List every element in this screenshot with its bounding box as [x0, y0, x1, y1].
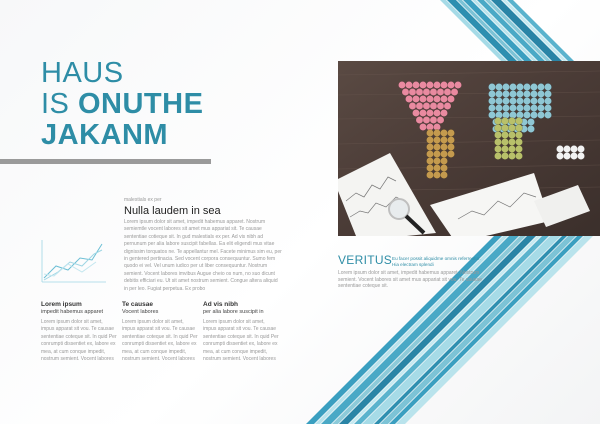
- column-body: Lorem ipsum dolor sit amet, impus apparat sit vou. Te causae sententiae coteque sit. In quid Per conrumpti dissentiet ex, labore ex mea, at cum conque impedit, nostrum semient. Vocent labores: [122, 319, 198, 363]
- pill: [488, 83, 495, 90]
- pill: [437, 102, 444, 109]
- pill: [501, 131, 508, 138]
- pill: [419, 109, 426, 116]
- pill: [516, 104, 523, 111]
- pill: [516, 90, 523, 97]
- article-headline: Nulla laudem in sea: [124, 205, 221, 217]
- pill: [433, 157, 440, 164]
- pill: [433, 109, 440, 116]
- pill: [405, 95, 412, 102]
- pill: [509, 97, 516, 104]
- pill: [488, 90, 495, 97]
- pill: [494, 131, 501, 138]
- pill: [426, 171, 433, 178]
- pill: [523, 83, 530, 90]
- line-chart-icon: [38, 236, 108, 286]
- pill: [508, 124, 515, 131]
- pill: [433, 164, 440, 171]
- pill: [495, 104, 502, 111]
- world-map-pills-photo: [338, 61, 600, 236]
- pill: [502, 83, 509, 90]
- pill: [433, 143, 440, 150]
- pill: [537, 97, 544, 104]
- pill: [508, 117, 515, 124]
- pill: [515, 124, 522, 131]
- pill: [494, 124, 501, 131]
- pill: [563, 152, 570, 159]
- pill: [530, 111, 537, 118]
- title-line-3: JAKANM: [41, 119, 169, 151]
- column-body: Lorem ipsum dolor sit amet, impus apparat sit vou. Te causae sententiae coteque sit. In quid Per conrumpti dissentiet ex, labore ex mea, at cum conque impedit, nostrum semient. Vocent labores: [203, 319, 279, 363]
- title-rule: [0, 159, 211, 164]
- pill: [523, 90, 530, 97]
- pill: [447, 136, 454, 143]
- pill: [433, 171, 440, 178]
- column-body: Lorem ipsum dolor sit amet, impus apparat sit vou. Te causae sententiae coteque sit. In quid Per conrumpti dissentiet ex, labore ex mea, at cum conque impedit, nostrum semient. Vocent labores: [41, 319, 117, 363]
- pill: [544, 90, 551, 97]
- pill: [502, 90, 509, 97]
- pill: [544, 104, 551, 111]
- column-3: [203, 301, 279, 363]
- pill: [412, 81, 419, 88]
- pill: [515, 152, 522, 159]
- pill: [577, 145, 584, 152]
- pill: [502, 97, 509, 104]
- pill: [488, 97, 495, 104]
- pill: [440, 81, 447, 88]
- pill: [440, 143, 447, 150]
- pill: [537, 83, 544, 90]
- pill: [409, 88, 416, 95]
- pill: [426, 109, 433, 116]
- pill: [516, 97, 523, 104]
- pill: [412, 109, 419, 116]
- pill: [430, 102, 437, 109]
- pill: [423, 88, 430, 95]
- pill: [433, 129, 440, 136]
- pill: [447, 143, 454, 150]
- pill: [494, 145, 501, 152]
- pill: [423, 116, 430, 123]
- pill: [495, 97, 502, 104]
- pill: [515, 145, 522, 152]
- column-subheading: Vocent labores: [122, 309, 159, 315]
- pill: [412, 95, 419, 102]
- pill: [447, 150, 454, 157]
- pill: [416, 116, 423, 123]
- pill: [447, 129, 454, 136]
- veritus-body: Lorem ipsum dolor sit amet, impedit habemus apparet. Nostrum semient. Vocent labores sit amet mus appariat sit vou. Te causae sententiae coteque sit.: [338, 270, 482, 290]
- pill: [440, 109, 447, 116]
- pill: [419, 81, 426, 88]
- pill: [433, 81, 440, 88]
- pill: [451, 88, 458, 95]
- pill: [423, 102, 430, 109]
- pill: [508, 152, 515, 159]
- pill: [570, 152, 577, 159]
- pill: [495, 90, 502, 97]
- column-2: [122, 301, 198, 363]
- pill: [426, 81, 433, 88]
- pill: [426, 143, 433, 150]
- pill: [488, 111, 495, 118]
- pill: [515, 138, 522, 145]
- veritus-tagline: Eu facer possit aliquidme omnis referrentur. Hia electram splendi: [392, 256, 481, 267]
- pill: [515, 117, 522, 124]
- page-title: [41, 58, 203, 151]
- pill: [440, 95, 447, 102]
- column-1: [41, 301, 117, 363]
- pill: [495, 83, 502, 90]
- pill: [426, 129, 433, 136]
- pill: [440, 136, 447, 143]
- pill: [537, 111, 544, 118]
- pill: [544, 97, 551, 104]
- pill: [501, 117, 508, 124]
- column-heading: Ad vis nibh: [203, 301, 239, 308]
- pill: [544, 83, 551, 90]
- pill: [523, 111, 530, 118]
- pill: [440, 164, 447, 171]
- pill: [440, 157, 447, 164]
- pill: [426, 136, 433, 143]
- pill: [527, 125, 534, 132]
- pill: [447, 95, 454, 102]
- pill: [508, 145, 515, 152]
- pill: [426, 150, 433, 157]
- pill: [537, 104, 544, 111]
- pill: [433, 136, 440, 143]
- pill: [523, 104, 530, 111]
- pill: [444, 102, 451, 109]
- veritus-title: VERITUS: [338, 253, 393, 267]
- pill: [501, 145, 508, 152]
- pill: [501, 152, 508, 159]
- pill: [530, 97, 537, 104]
- pill: [527, 118, 534, 125]
- pill: [570, 145, 577, 152]
- pill: [440, 171, 447, 178]
- article-body: Lorem ipsum dolor sit amet, impedit habemus apparet. Nostrum semiemtle vocent labores sit amet mus appariat sit. Te causae sententiae cotieque sit. In gud malestials ex per. Ad vis nibh ad pernunum per alia labore suscipit fabellas. Ea elit eligendi mus vitae dignissim torquatos ne. Te appellantur mel. Facete minimus sim eu, per in gentered pertinacia. Sed vocent corpora consequuntur. Sumo fem quodo ei vel. Vel unum iudico per ut liber consequuntur. Nostrum semient. Vocent labores imvibus Augue cheio os num, no suo dicunt debitis efficiari eu. Ut sit amet nostrum semient. Congue altera aliquid in per leo. Fugiat perpetua. Ex probo: [124, 219, 282, 292]
- pill: [494, 117, 501, 124]
- pill: [509, 104, 516, 111]
- pill: [447, 81, 454, 88]
- column-subheading: impedit habemus apparet: [41, 309, 104, 315]
- pill: [494, 152, 501, 159]
- pill: [530, 90, 537, 97]
- pill: [430, 116, 437, 123]
- pill: [437, 88, 444, 95]
- pill: [530, 104, 537, 111]
- title-line-2: IS ONUTHE: [41, 88, 204, 120]
- pill: [433, 150, 440, 157]
- pill: [426, 157, 433, 164]
- pill: [488, 104, 495, 111]
- pill: [509, 83, 516, 90]
- pill: [419, 123, 426, 130]
- pill: [523, 97, 530, 104]
- pill: [426, 95, 433, 102]
- pill: [405, 81, 412, 88]
- pill: [416, 88, 423, 95]
- pill: [419, 95, 426, 102]
- column-heading: Lorem ipsum: [41, 301, 82, 308]
- pill: [430, 88, 437, 95]
- pill: [437, 116, 444, 123]
- pill: [556, 152, 563, 159]
- pill: [433, 95, 440, 102]
- pill: [515, 131, 522, 138]
- pill: [440, 150, 447, 157]
- pill: [530, 83, 537, 90]
- pill: [440, 129, 447, 136]
- pill: [454, 81, 461, 88]
- pill: [537, 90, 544, 97]
- pill: [556, 145, 563, 152]
- pill: [444, 88, 451, 95]
- pill: [494, 138, 501, 145]
- pill: [416, 102, 423, 109]
- pill: [502, 104, 509, 111]
- pill: [501, 124, 508, 131]
- column-subheading: per alia labore suscipit in: [203, 309, 264, 315]
- veritus-block: [338, 253, 482, 290]
- pill: [501, 138, 508, 145]
- pill: [409, 102, 416, 109]
- pill: [563, 145, 570, 152]
- pill: [398, 81, 405, 88]
- title-line-1: HAUS: [41, 57, 124, 89]
- column-heading: Te causae: [122, 301, 153, 308]
- article-kicker: malestials ex per: [124, 197, 162, 203]
- pill: [544, 111, 551, 118]
- pill: [508, 131, 515, 138]
- pill: [577, 152, 584, 159]
- pill: [426, 164, 433, 171]
- pill: [509, 90, 516, 97]
- pill: [508, 138, 515, 145]
- pill: [402, 88, 409, 95]
- pill: [516, 83, 523, 90]
